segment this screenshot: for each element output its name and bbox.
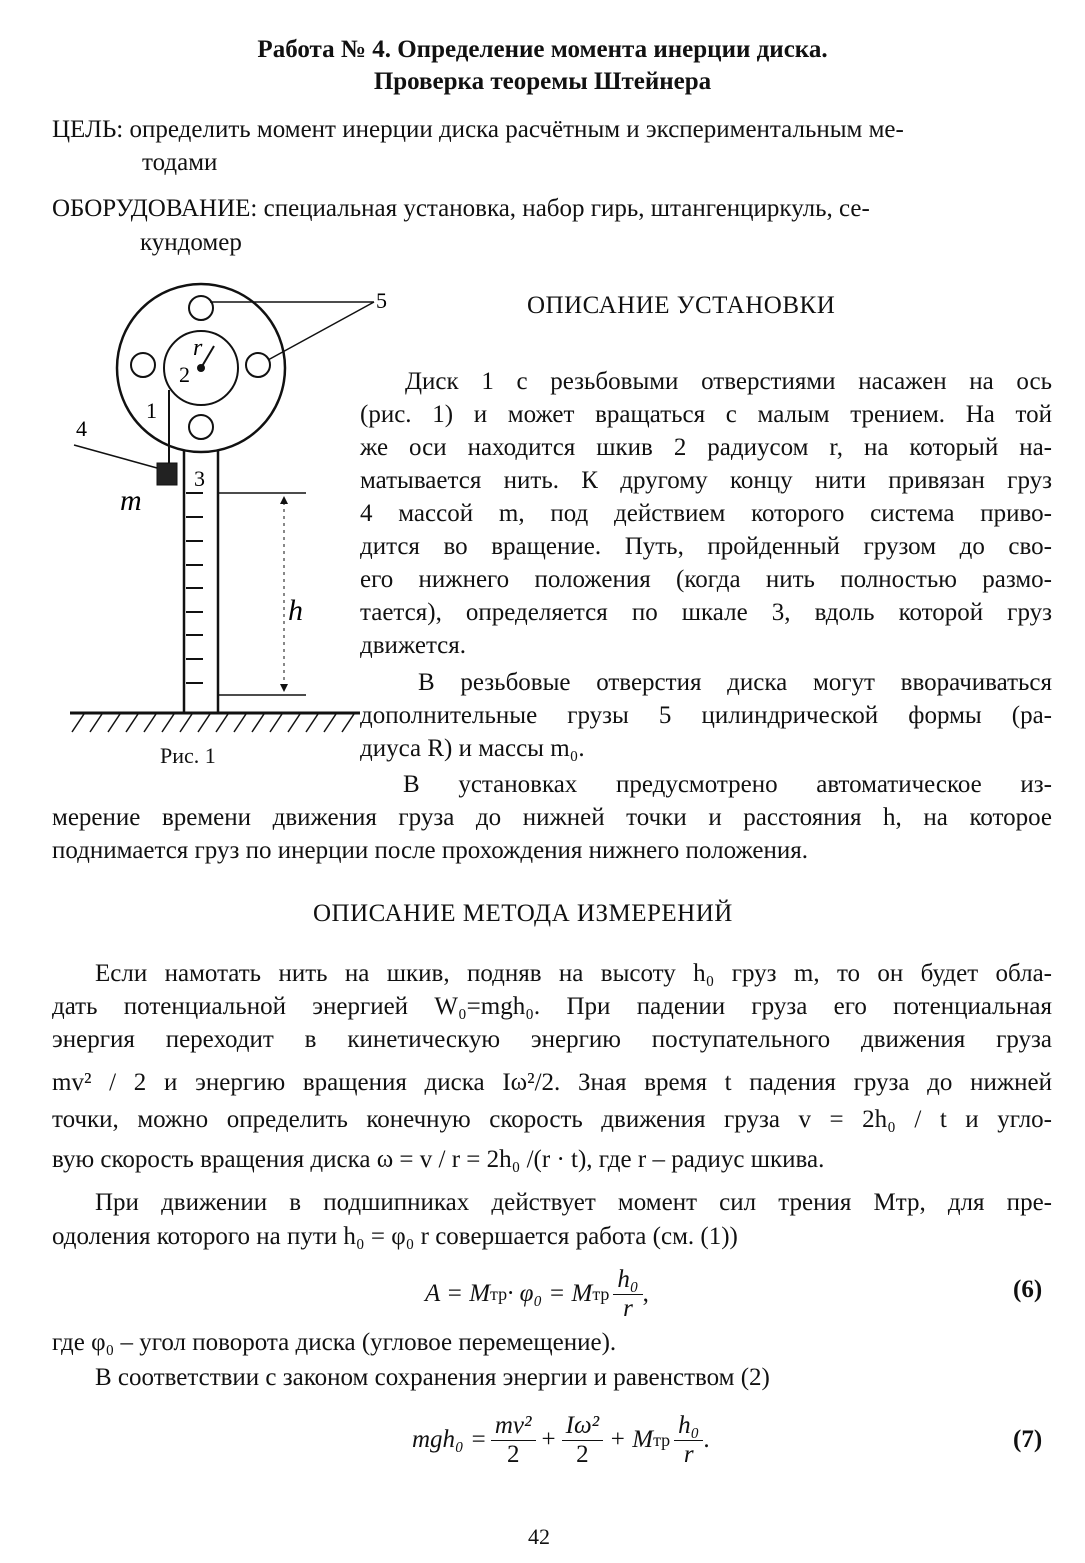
setup-p1-line-7: его нижнего положения (когда нить полностью размо- (360, 566, 1052, 593)
radius-line (201, 346, 214, 368)
goal-label: ЦЕЛЬ: (52, 116, 124, 143)
setup-p1-line-1: Диск 1 с резьбовыми отверстиями насажен на ось (405, 368, 1052, 395)
method-p4: В соответствии с законом сохранения энергии и равенством (2) (95, 1364, 770, 1391)
label-4: 4 (76, 416, 87, 441)
setup-p3-line-1: В установках предусмотрено автоматическое из- (403, 771, 1052, 798)
method-p1-line-1: Если намотать нить на шкив, подняв на высоту h₀ груз m, то он будет обла- (95, 960, 1052, 987)
ground-hatch (72, 714, 354, 732)
weight-block (157, 463, 177, 485)
setup-p2-line-2: дополнительные грузы 5 цилиндрической формы (ра- (360, 702, 1052, 729)
setup-p2-line-1: В резьбовые отверстия диска могут вворачиваться (418, 669, 1052, 696)
method-p2-line-1: При движении в подшипниках действует момент сил трения Mтр, для пре- (95, 1189, 1052, 1216)
figure-caption: Рис. 1 (160, 743, 216, 768)
setup-p3-line-3: поднимается груз по инерции после прохождения нижнего положения. (52, 837, 809, 864)
equipment-label: ОБОРУДОВАНИЕ: (52, 195, 258, 222)
goal-line-2: тодами (142, 149, 218, 176)
setup-p1-line-8: тается), определяется по шкале 3, вдоль которой груз (360, 599, 1052, 626)
method-p1-line-3: энергия переходит в кинетическую энергию поступательного движения груза (52, 1026, 1052, 1053)
method-heading: ОПИСАНИЕ МЕТОДА ИЗМЕРЕНИЙ (313, 900, 733, 927)
hole-left (131, 353, 155, 377)
setup-p1-line-4: матывается нить. К другому концу нити привязан груз (360, 467, 1052, 494)
page-number: 42 (528, 1524, 550, 1549)
label-1: 1 (146, 398, 157, 423)
setup-p1-line-9: движется. (360, 632, 467, 659)
equation-6-number: (6) (1013, 1276, 1043, 1303)
label-r: r (193, 335, 203, 361)
label-3: 3 (194, 466, 205, 491)
equipment-line-2: кундомер (140, 229, 242, 256)
page-subtitle: Проверка теоремы Штейнера (373, 68, 712, 95)
method-p2-line-2: одоления которого на пути h₀ = φ₀ r совершается работа (см. (1)) (52, 1223, 738, 1250)
equipment-text: специальная установка, набор гирь, штангенциркуль, се- (263, 195, 870, 222)
hole-right (246, 353, 270, 377)
setup-p1-line-5: 4 массой m, под действием которого система приво- (360, 500, 1052, 527)
equation-7-number: (7) (1013, 1426, 1043, 1453)
method-p1-line-6: вую скорость вращения диска ω = v / r = 2h₀ /(r · t), где r – радиус шкива. (52, 1146, 825, 1173)
goal-text: определить момент инерции диска расчётным и экспериментальным ме- (129, 116, 904, 143)
setup-heading: ОПИСАНИЕ УСТАНОВКИ (527, 292, 836, 319)
setup-p1-line-3: же оси находится шкив 2 радиусом r, на который на- (360, 434, 1052, 461)
label-5: 5 (376, 288, 387, 313)
method-p1-line-4: mv² / 2 и энергию вращения диска Iω²/2. Зная время t падения груза до нижней (52, 1069, 1052, 1096)
setup-p3-line-2: мерение времени движения груза до нижней точки и расстояния h, на которое (52, 804, 1052, 831)
page-title: Работа № 4. Определение момента инерции диска. (257, 36, 828, 63)
setup-p1-line-2: (рис. 1) и может вращаться с малым трением. На той (360, 401, 1052, 428)
setup-p2-line-3: диуса R) и массы m₀. (360, 735, 585, 762)
method-p1-line-5: точки, можно определить конечную скорость движения груза v = 2h₀ / t и угло- (52, 1106, 1052, 1133)
setup-p1-line-6: дится во вращение. Путь, пройденный грузом до сво- (360, 533, 1052, 560)
equation-6: A = M тр · φ₀ = M тр $\frac{\text{h₀}}{r}$ , (425, 1265, 649, 1322)
method-p3: где φ₀ – угол поворота диска (угловое перемещение). (52, 1329, 617, 1356)
method-p1-line-2: дать потенциальной энергией W₀=mgh₀. При падении груза его потенциальная (52, 993, 1052, 1020)
label-h: h (288, 594, 303, 627)
hole-top (189, 296, 213, 320)
equipment-line-1 (52, 192, 1052, 225)
figure-1-diagram (60, 280, 387, 740)
eq6-fraction: $\frac{\text{h₀}}{r}$ (613, 1266, 642, 1323)
equation-7: mgh₀ = $\frac{\text{mv²}}{2}$ + $\frac{\text{Iω²}}{2}$ + M тр $\frac{\text{h₀}}{r}$ . (412, 1411, 710, 1468)
hole-bottom (189, 415, 213, 439)
label-m: m (120, 484, 142, 517)
goal-line-1 (52, 113, 1052, 146)
label-2: 2 (179, 362, 190, 387)
scale-ticks (186, 493, 203, 683)
